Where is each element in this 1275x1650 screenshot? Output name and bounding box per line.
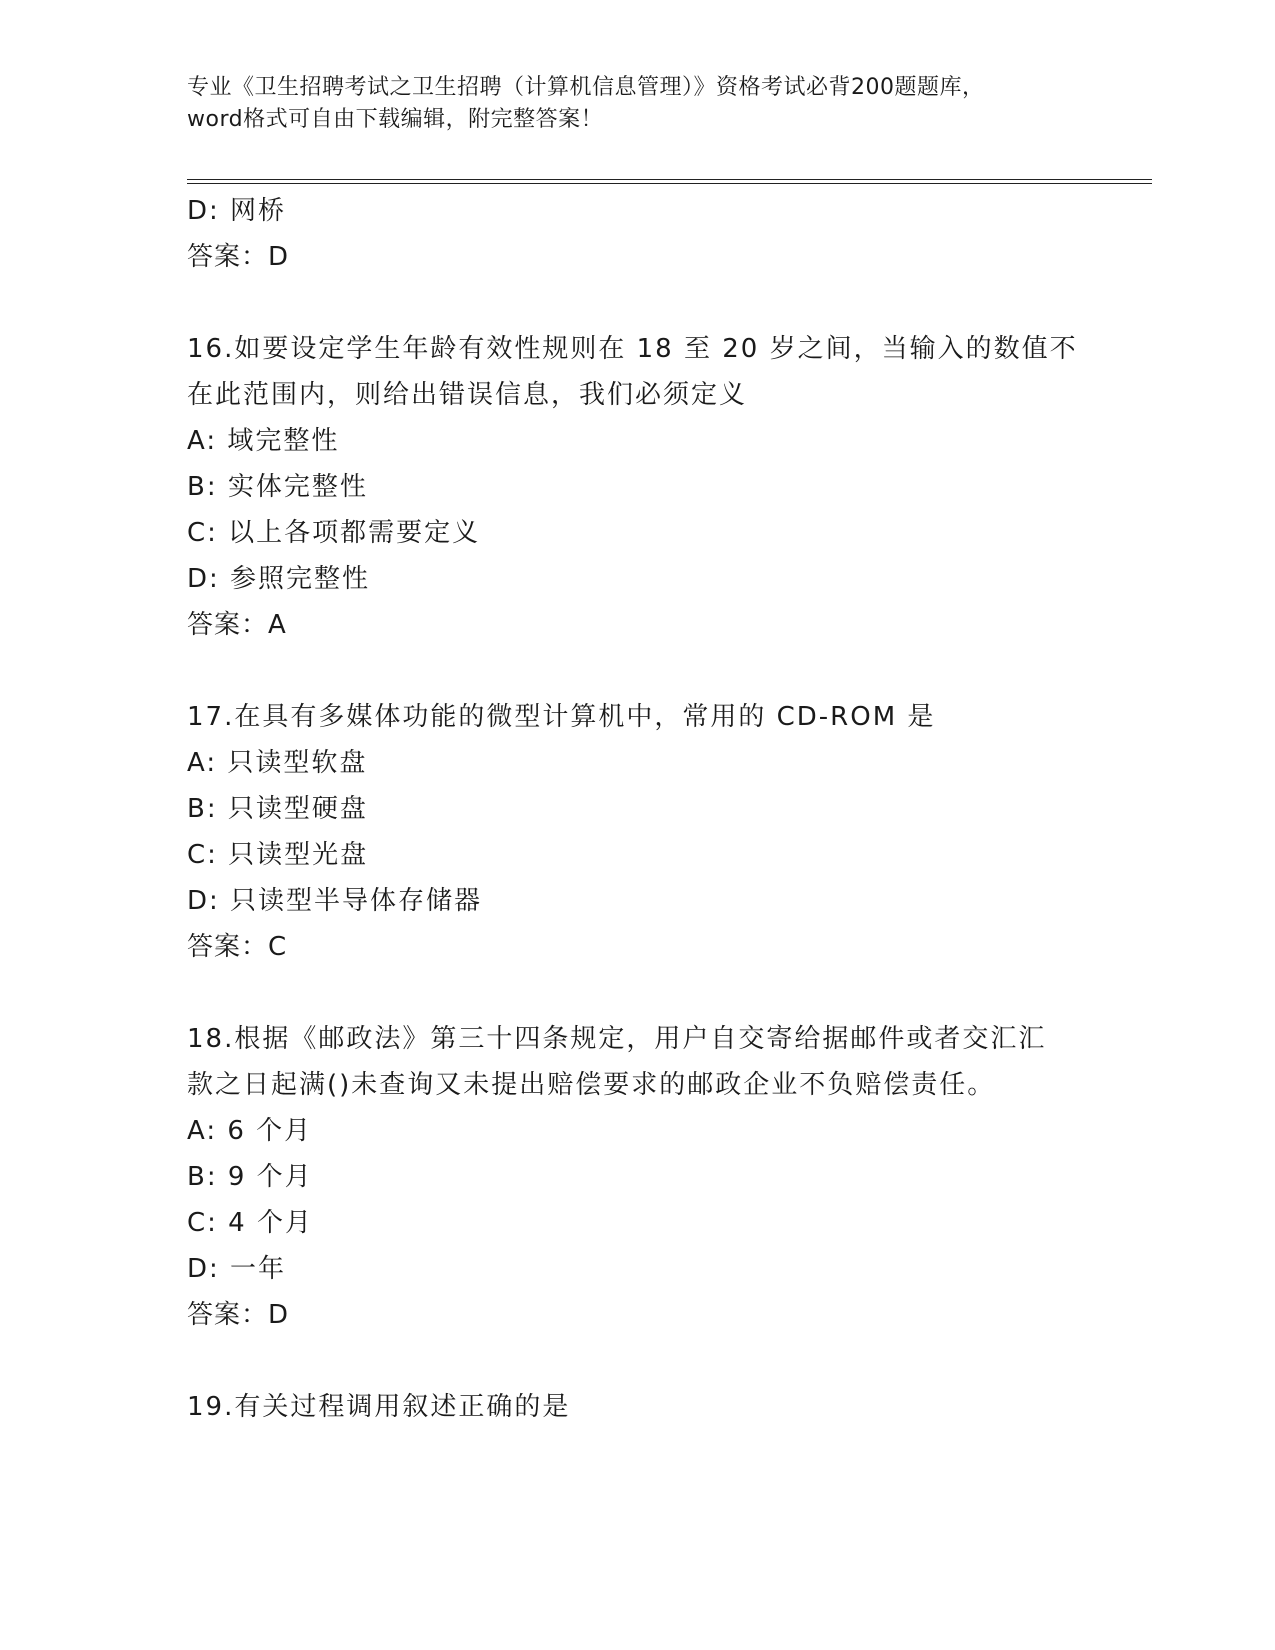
question-18-answer: 答案：D — [187, 1300, 290, 1330]
question-17-text-1: 17.在具有多媒体功能的微型计算机中，常用的 CD-ROM 是 — [187, 702, 936, 732]
question-16-text-1: 16.如要设定学生年龄有效性规则在 18 至 20 岁之间，当输入的数值不 — [187, 334, 1078, 364]
question-16-option-d: D: 参照完整性 — [187, 564, 371, 594]
question-19 — [187, 1384, 1087, 1430]
question-16-text-2: 在此范围内，则给出错误信息，我们必须定义 — [187, 380, 748, 410]
question-16-option-b: B: 实体完整性 — [187, 472, 368, 502]
question-16-option-c: C: 以上各项都需要定义 — [187, 518, 481, 548]
spacer — [187, 280, 1087, 326]
question-list — [187, 188, 1087, 1430]
question-18-option-d: D: 一年 — [187, 1254, 287, 1284]
header-line-2: word格式可自由下载编辑，附完整答案！ — [187, 107, 604, 132]
question-16-option-a: A: 域完整性 — [187, 426, 340, 456]
prev-answer: 答案：D — [187, 242, 290, 272]
question-16 — [187, 326, 1087, 648]
question-17-option-c: C: 只读型光盘 — [187, 840, 369, 870]
header-line-1: 专业《卫生招聘考试之卫生招聘（计算机信息管理）》资格考试必背200题题库， — [187, 75, 985, 100]
question-16-answer: 答案：A — [187, 610, 287, 640]
question-18-option-c: C: 4 个月 — [187, 1208, 313, 1238]
question-17-option-d: D: 只读型半导体存储器 — [187, 886, 483, 916]
question-18-text-2: 款之日起满()未查询又未提出赔偿要求的邮政企业不负赔偿责任。 — [187, 1070, 996, 1100]
spacer — [187, 648, 1087, 694]
question-19-text-1: 19.有关过程调用叙述正确的是 — [187, 1392, 571, 1422]
spacer — [187, 970, 1087, 1016]
question-17-answer: 答案：C — [187, 932, 288, 962]
header-divider-top — [187, 179, 1152, 180]
question-17-option-b: B: 只读型硬盘 — [187, 794, 368, 824]
question-17 — [187, 694, 1087, 970]
question-18-option-b: B: 9 个月 — [187, 1162, 313, 1192]
header-divider-bottom — [187, 183, 1152, 184]
question-18-option-a: A: 6 个月 — [187, 1116, 313, 1146]
document-header — [187, 72, 1087, 136]
question-17-option-a: A: 只读型软盘 — [187, 748, 368, 778]
prev-option-d: D: 网桥 — [187, 196, 287, 226]
spacer — [187, 1338, 1087, 1384]
question-18-text-1: 18.根据《邮政法》第三十四条规定，用户自交寄给据邮件或者交汇汇 — [187, 1024, 1047, 1054]
question-18 — [187, 1016, 1087, 1338]
